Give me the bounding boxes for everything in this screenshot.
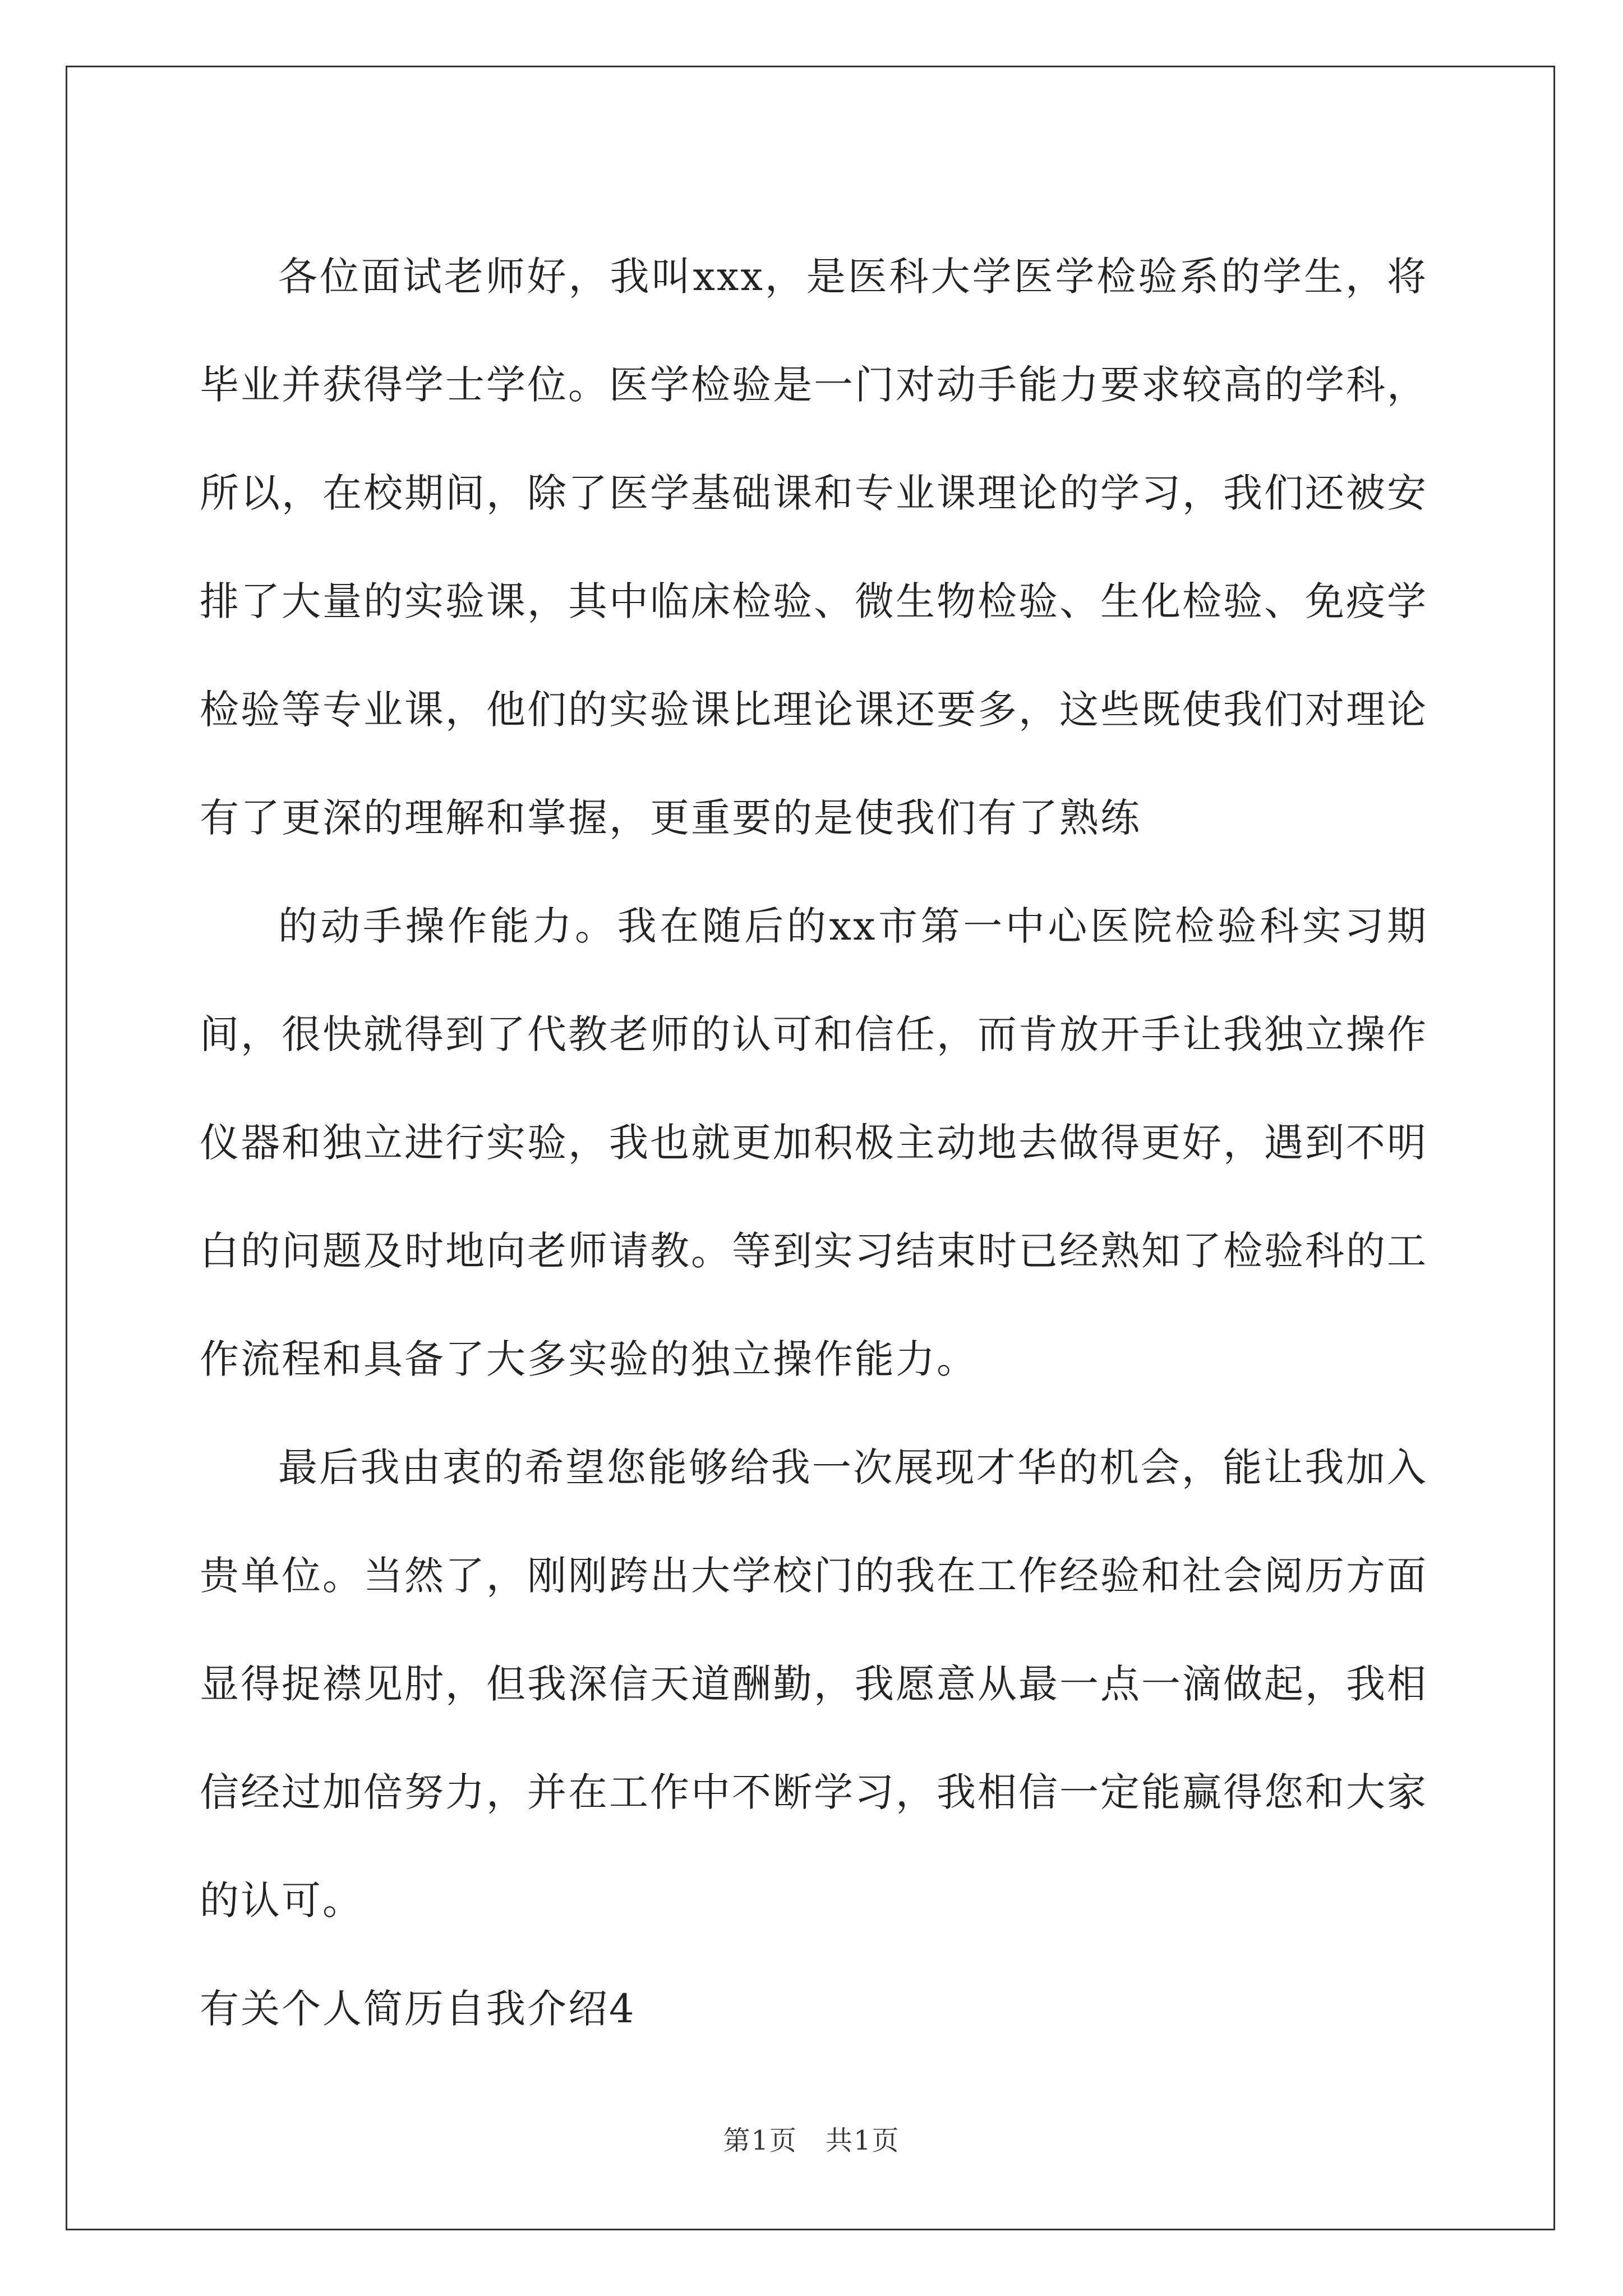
paragraph-1: 各位面试老师好，我叫xxx，是医科大学医学检验系的学生，将毕业并获得学士学位。医学检验是一门对动手能力要求较高的学科，所以，在校期间，除了医学基础课和专业课理论的学习，我们还被安排了大量的实验课，其中临床检验、微生物检验、生化检验、免疫学检验等专业课，他们的实验课比理论课还要多，这些既使我们对理论有了更深的理解和掌握，更重要的是使我们有了熟练	[200, 254, 1428, 841]
paragraph-2: 的动手操作能力。我在随后的xx市第一中心医院检验科实习期间，很快就得到了代教老师的认可和信任，而肯放开手让我独立操作仪器和独立进行实验，我也就更加积极主动地去做得更好，遇到不明白的问题及时地向老师请教。等到实习结束时已经熟知了检验科的工作流程和具备了大多实验的独立操作能力。	[200, 903, 1428, 1382]
paragraph-3: 最后我由衷的希望您能够给我一次展现才华的机会，能让我加入贵单位。当然了，刚刚跨出大学校门的我在工作经验和社会阅历方面显得捉襟见肘，但我深信天道酬勤，我愿意从最一点一滴做起，我相信经过加倍努力，并在工作中不断学习，我相信一定能赢得您和大家的认可。	[200, 1444, 1428, 1924]
page-footer: 第1页 共1页	[723, 2125, 900, 2156]
document-body	[200, 223, 1428, 2063]
section-heading: 有关个人简历自我介绍4	[200, 1986, 636, 2032]
